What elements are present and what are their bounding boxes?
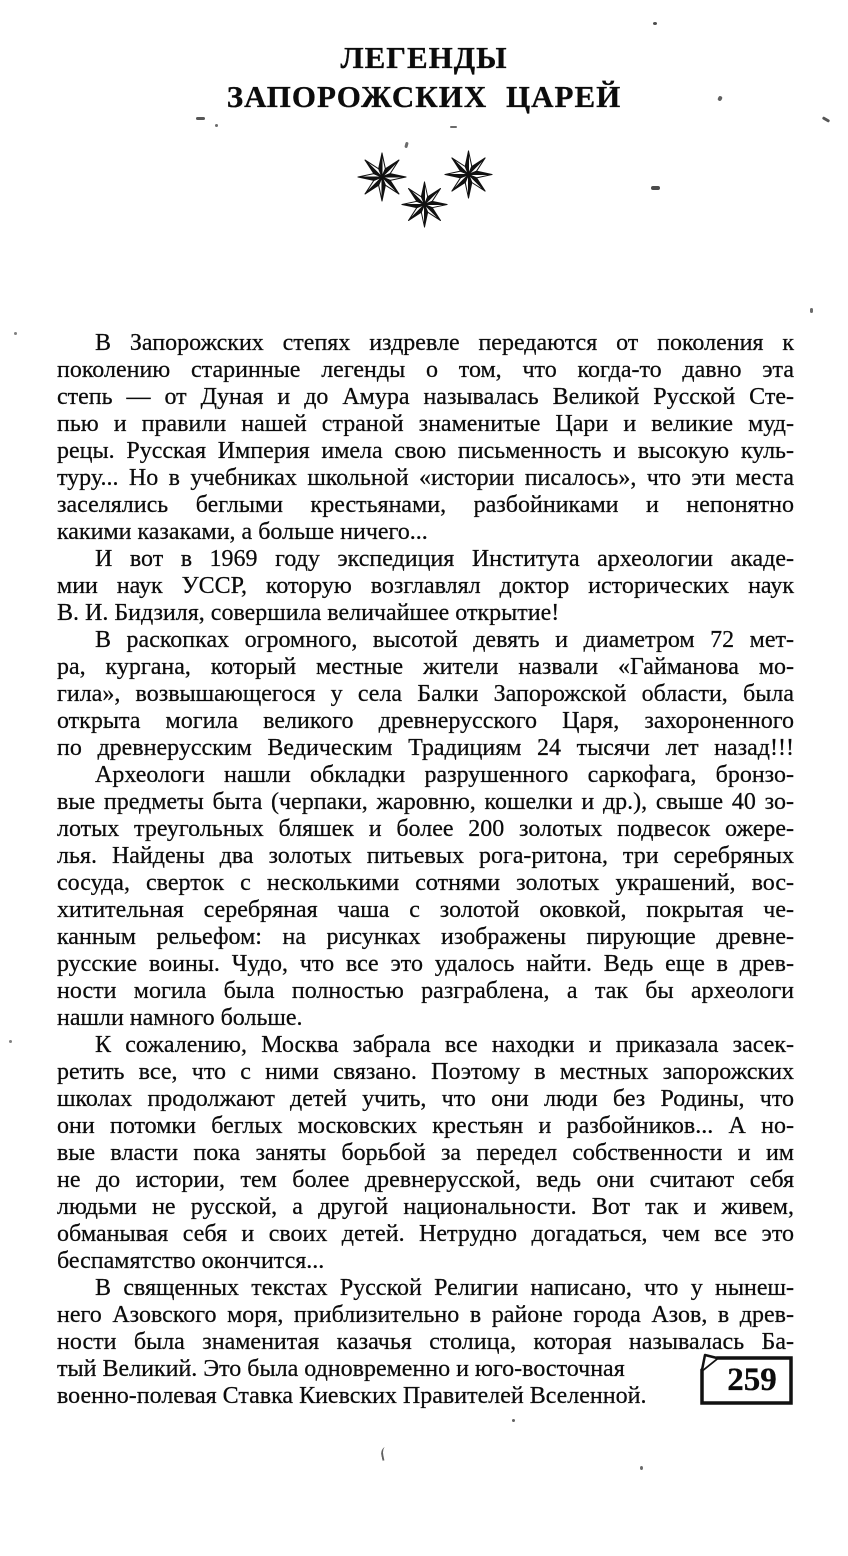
text-line: какими казаками, а больше ничего... bbox=[57, 519, 428, 545]
page-title-line-1: ЛЕГЕНДЫ bbox=[340, 40, 508, 75]
scan-speck bbox=[215, 124, 218, 127]
text-line: школах продолжают детей учить, что они люди без Родины, что bbox=[57, 1086, 794, 1112]
text-line: В. И. Бидзиля, совершила величайшее открытие! bbox=[57, 600, 560, 626]
page-number: 259 bbox=[727, 1362, 777, 1398]
scan-speck bbox=[653, 22, 657, 25]
text-line: гила», возвышающегося у села Балки Запорожской области, была bbox=[57, 681, 794, 707]
text-line: ра, кургана, который местные жители назвали «Гайманова мо- bbox=[57, 654, 794, 680]
text-line: сосуда, сверток с несколькими сотнями золотых украшений, вос- bbox=[57, 870, 794, 896]
scan-speck bbox=[651, 186, 660, 190]
text-line: военно-полевая Ставка Киевских Правителей Вселенной. bbox=[57, 1383, 647, 1409]
text-line: заселялись беглыми крестьянами, разбойниками и непонятно bbox=[57, 492, 794, 518]
text-line: степь — от Дуная и до Амура называлась Великой Русской Сте- bbox=[57, 384, 794, 410]
text-line: не до истории, тем более древнерусской, ведь они считают себя bbox=[57, 1167, 794, 1193]
text-line: К сожалению, Москва забрала все находки и приказала засек- bbox=[95, 1032, 794, 1058]
text-line: нашли намного больше. bbox=[57, 1005, 303, 1031]
scan-speck bbox=[640, 1466, 643, 1470]
scan-speck bbox=[404, 142, 408, 149]
text-line: ности могила была полностью разграблена, а так бы археологи bbox=[57, 978, 794, 1004]
scan-speck bbox=[810, 308, 813, 313]
text-line: мии наук УССР, которую возглавлял доктор исторических наук bbox=[57, 573, 794, 599]
text-line: русские воины. Чудо, что все это удалось найти. Ведь еще в древ- bbox=[57, 951, 794, 977]
scan-speck bbox=[9, 1040, 12, 1043]
text-line: людьми не русской, а другой национальности. Вот так и живем, bbox=[57, 1194, 794, 1220]
text-line: ретить все, что с ними связано. Поэтому в местных запорожских bbox=[57, 1059, 794, 1085]
text-line: туру... Но в учебниках школьной «истории писалось», что эти места bbox=[57, 465, 794, 491]
scan-speck bbox=[450, 126, 457, 128]
text-line: В священных текстах Русской Религии написано, что у нынеш- bbox=[95, 1275, 794, 1301]
page-number-box bbox=[698, 1353, 795, 1407]
scan-speck bbox=[822, 116, 830, 123]
text-line: обманывая себя и своих детей. Нетрудно догадаться, чем все это bbox=[57, 1221, 794, 1247]
text-line: В раскопках огромного, высотой девять и диаметром 72 мет- bbox=[95, 627, 794, 653]
text-line: лотых треугольных бляшек и более 200 золотых подвесок ожере- bbox=[57, 816, 794, 842]
body-text bbox=[57, 330, 794, 1410]
text-line: вые власти пока заняты борьбой за передел собственности и им bbox=[57, 1140, 794, 1166]
text-line: беспамятство окончится... bbox=[57, 1248, 325, 1274]
text-line: В Запорожских степях издревле передаются от поколения к bbox=[95, 330, 794, 356]
scan-speck bbox=[196, 117, 205, 120]
text-line: него Азовского моря, приблизительно в районе города Азов, в древ- bbox=[57, 1302, 794, 1328]
text-line: лья. Найдены два золотых питьевых рога-ритона, три серебряных bbox=[57, 843, 794, 869]
scan-speck bbox=[14, 332, 17, 335]
text-line: ности была знаменитая казачья столица, которая называлась Ба- bbox=[57, 1329, 794, 1355]
text-line: рецы. Русская Империя имела свою письменность и высокую куль- bbox=[57, 438, 794, 464]
scan-speck bbox=[512, 1419, 515, 1422]
text-line: Археологи нашли обкладки разрушенного саркофага, бронзо- bbox=[95, 762, 794, 788]
text-line: канным рельефом: на рисунках изображены пирующие древне- bbox=[57, 924, 794, 950]
scan-speck bbox=[380, 1446, 392, 1461]
page-title-line-2: ЗАПОРОЖСКИХ ЦАРЕЙ bbox=[226, 79, 622, 114]
eight-point-star-icon bbox=[443, 149, 494, 200]
text-line: И вот в 1969 году экспедиция Института археологии акаде- bbox=[95, 546, 794, 572]
text-line: хитительная серебряная чаша с золотой оковкой, покрытая че- bbox=[57, 897, 794, 923]
text-line: поколению старинные легенды о том, что когда-то давно эта bbox=[57, 357, 794, 383]
page-title bbox=[0, 38, 848, 116]
text-line: по древнерусским Ведическим Традициям 24 тысячи лет назад!!! bbox=[57, 735, 794, 761]
text-line: вые предметы быта (черпаки, жаровню, кошелки и др.), свыше 40 зо- bbox=[57, 789, 794, 815]
text-line: открыта могила великого древнерусского Царя, захороненного bbox=[57, 708, 794, 734]
text-line: тый Великий. Это была одновременно и юго-восточная bbox=[57, 1356, 625, 1382]
eight-point-star-icon bbox=[400, 180, 449, 229]
text-line: они потомки беглых московских крестьян и разбойников... А но- bbox=[57, 1113, 794, 1139]
text-line: пью и правили нашей страной знаменитые Цари и великие муд- bbox=[57, 411, 794, 437]
